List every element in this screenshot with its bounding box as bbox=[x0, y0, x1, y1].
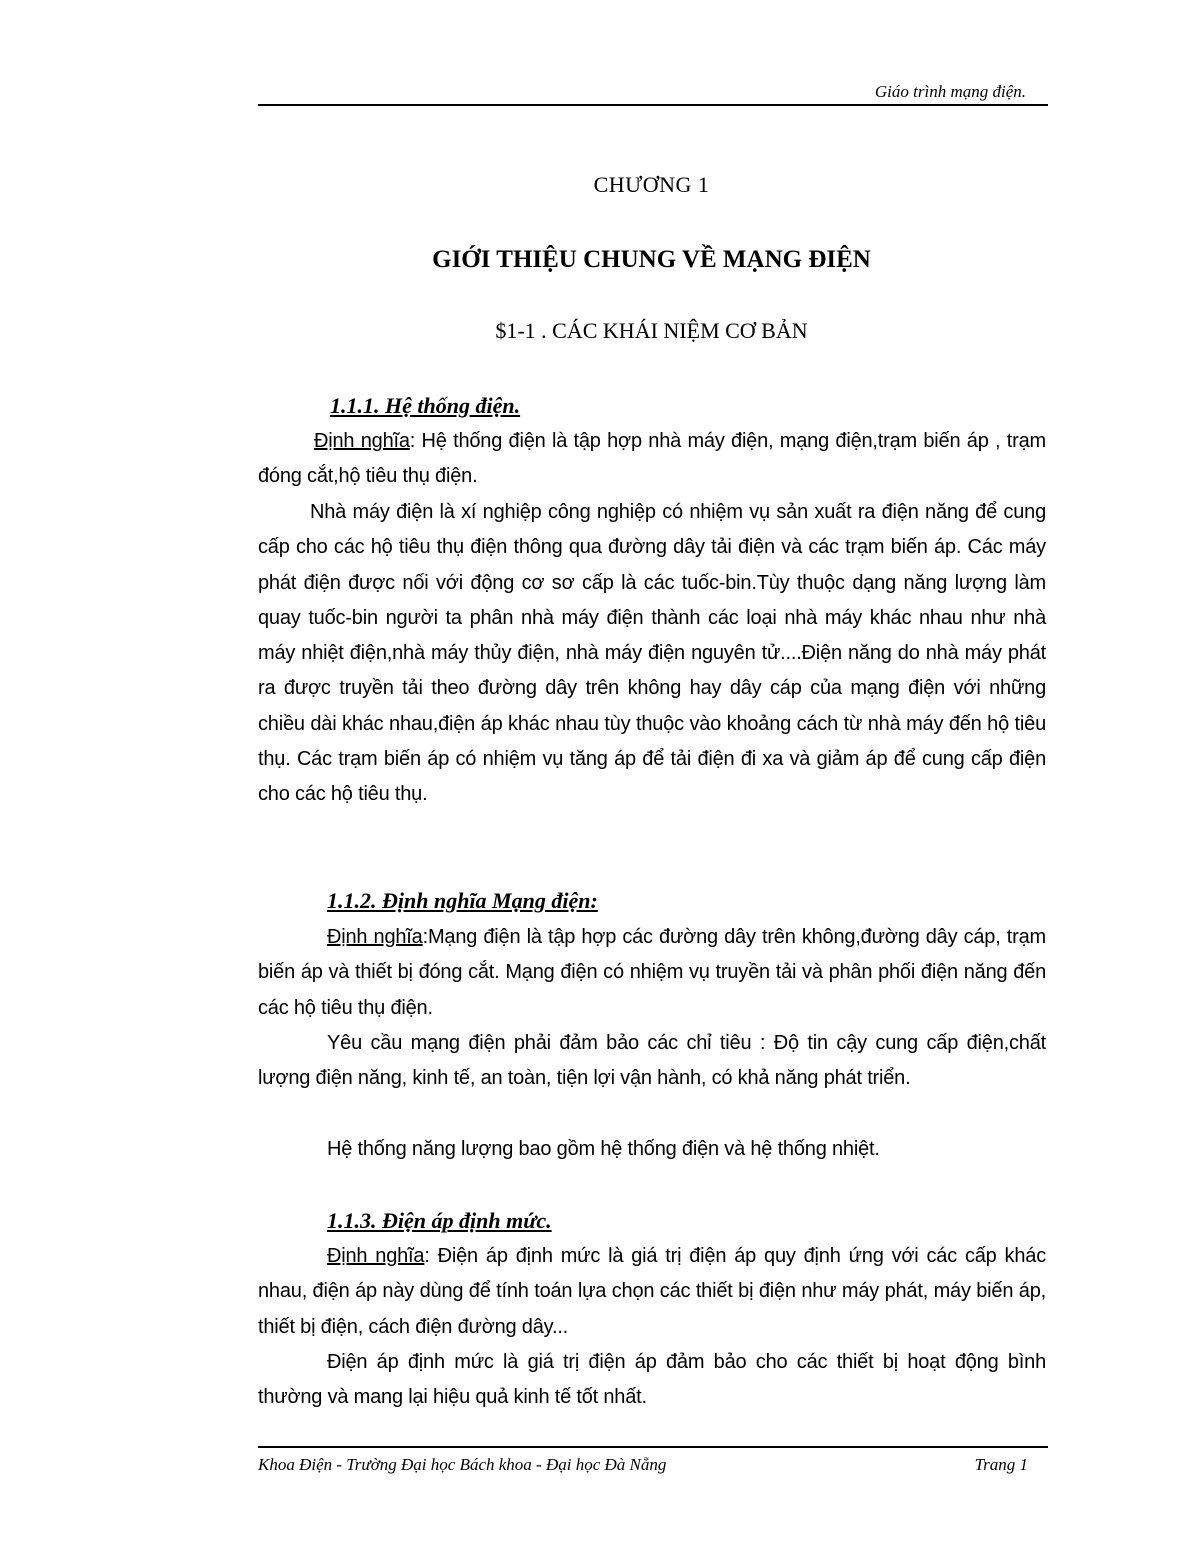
definition-text: :Mạng điện là tập hợp các đường dây trên không,đường dây cáp, trạm biến áp và thiết bị đóng cắt. Mạng điện có nhiệm vụ truyền tải và phân phối điện năng đến các hộ tiêu thụ điện. bbox=[258, 926, 1046, 1019]
heading-1-1-3: 1.1.3. Điện áp định mức. bbox=[327, 1208, 552, 1233]
requirements-paragraph: Yêu cầu mạng điện phải đảm bảo các chỉ tiêu : Độ tin cậy cung cấp điện,chất lượng điện năng, kinh tế, an toàn, tiện lợi vận hành, có khả năng phát triển. bbox=[258, 1032, 1046, 1090]
heading-1-1-1: 1.1.1. Hệ thống điện. bbox=[330, 393, 521, 418]
definition-label: Định nghĩa bbox=[314, 430, 410, 452]
energy-system-paragraph: Hệ thống năng lượng bao gồm hệ thống điện và hệ thống nhiệt. bbox=[327, 1138, 880, 1160]
chapter-label: CHƯƠNG 1 bbox=[593, 172, 710, 197]
definition-paragraph-2 bbox=[258, 920, 1046, 1026]
definition-paragraph-3 bbox=[258, 1239, 1046, 1345]
definition-text: : Hệ thống điện là tập hợp nhà máy điện, mạng điện,trạm biến áp , trạm đóng cắt,hộ tiêu thụ điện. bbox=[258, 430, 1046, 488]
running-header-title: Giáo trình mạng điện. bbox=[874, 82, 1026, 101]
section-title: $1-1 . CÁC KHÁI NIỆM CƠ BẢN bbox=[495, 318, 808, 343]
footer-institution: Khoa Điện - Trường Đại học Bách khoa - Đại học Đà Nẵng bbox=[258, 1455, 667, 1474]
page-number: Trang 1 bbox=[974, 1455, 1028, 1474]
rated-voltage-paragraph: Điện áp định mức là giá trị điện áp đảm bảo cho các thiết bị hoạt động bình thường và mang lại hiệu quả kinh tế tốt nhất. bbox=[258, 1351, 1046, 1409]
power-plant-paragraph: Nhà máy điện là xí nghiệp công nghiệp có nhiệm vụ sản xuất ra điện năng để cung cấp cho các hộ tiêu thụ điện thông qua đường dây tải điện và các trạm biến áp. Các máy phát điện được nối với động cơ sơ cấp là các tuốc-bin.Tùy thuộc dạng năng lượng làm quay tuốc-bin người ta phân nhà máy điện thành các loại nhà máy khác nhau như nhà máy nhiệt điện,nhà máy thủy điện, nhà máy điện nguyên tử....Điện năng do nhà máy phát ra được truyền tải theo đường dây trên không hay dây cáp của mạng điện với những chiều dài khác nhau,điện áp khác nhau tùy thuộc vào khoảng cách từ nhà máy đến hộ tiêu thụ. Các trạm biến áp có nhiệm vụ tăng áp để tải điện đi xa và giảm áp để cung cấp điện cho các hộ tiêu thụ. bbox=[258, 501, 1046, 806]
definition-paragraph-1 bbox=[258, 424, 1046, 495]
footer-rule bbox=[258, 1446, 1048, 1448]
heading-1-1-2: 1.1.2. Định nghĩa Mạng điện: bbox=[327, 888, 598, 913]
definition-text: : Điện áp định mức là giá trị điện áp quy định ứng với các cấp khác nhau, điện áp này dùng để tính toán lựa chọn các thiết bị điện như máy phát, máy biến áp, thiết bị điện, cách điện đường dây... bbox=[258, 1245, 1046, 1338]
definition-label: Định nghĩa bbox=[327, 1245, 425, 1267]
chapter-title: GIỚI THIỆU CHUNG VỀ MẠNG ĐIỆN bbox=[432, 246, 871, 273]
header-rule bbox=[258, 104, 1048, 106]
definition-label: Định nghĩa bbox=[327, 926, 423, 948]
